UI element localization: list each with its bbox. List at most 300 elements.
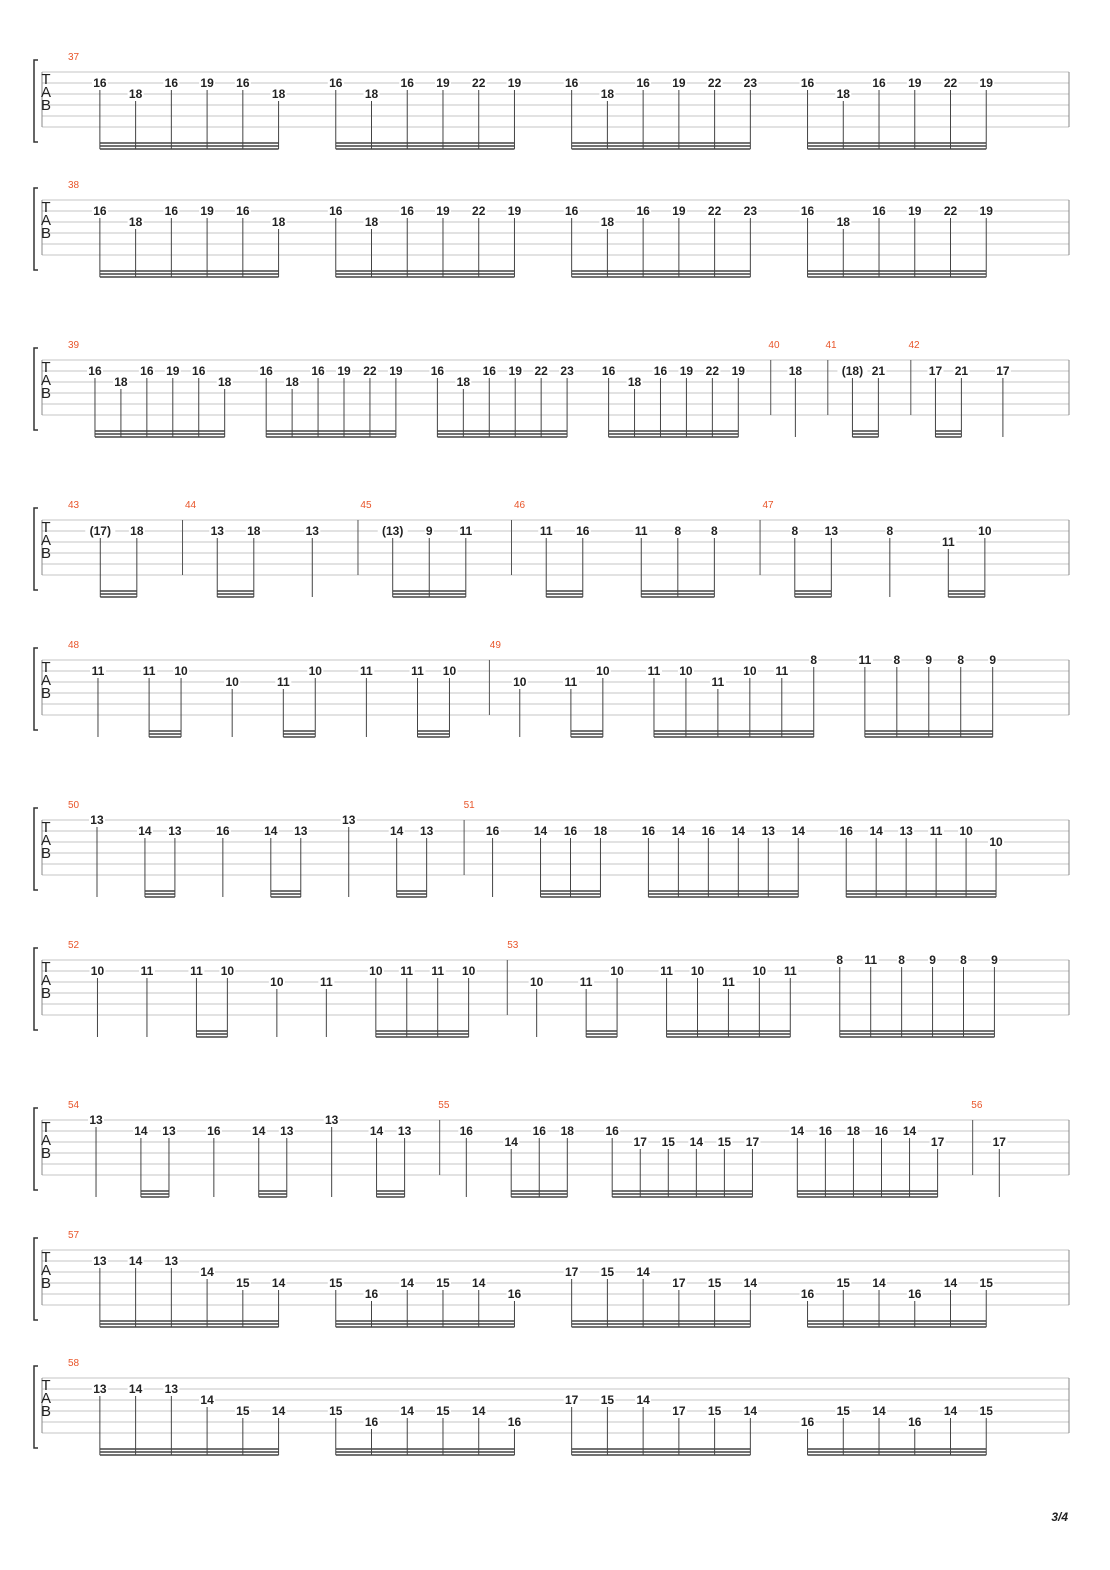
fret-number: 14 <box>128 1254 143 1268</box>
fret-number: 14 <box>472 1404 486 1418</box>
fret-number: 10 <box>369 964 383 978</box>
fret-number: 13 <box>761 824 775 838</box>
fret-number: 19 <box>979 76 993 90</box>
fret-number: 14 <box>743 1404 758 1418</box>
fret-number: 14 <box>134 1124 148 1138</box>
fret-number: 14 <box>872 1404 886 1418</box>
tab-clef-letter: B <box>40 1145 52 1162</box>
tab-system <box>34 52 1069 149</box>
tab-clef-letter: A <box>40 212 52 229</box>
fret-number: 16 <box>93 204 107 218</box>
fret-number: 16 <box>364 1415 379 1429</box>
tab-clef-letter: A <box>40 1262 52 1279</box>
measure-number: 56 <box>971 1100 983 1111</box>
fret-number: 17 <box>672 1404 686 1418</box>
tab-clef-letter: B <box>40 1403 52 1420</box>
fret-number: 13 <box>164 1254 179 1268</box>
fret-number: 8 <box>810 653 818 667</box>
fret-number: 22 <box>943 76 958 90</box>
tab-clef-letter: B <box>40 97 52 114</box>
fret-number: 19 <box>337 364 351 378</box>
fret-number: 11 <box>783 964 797 978</box>
system-bracket <box>34 508 38 590</box>
fret-number: 14 <box>472 1276 486 1290</box>
fret-number: 16 <box>430 364 445 378</box>
fret-number: 18 <box>600 215 615 229</box>
fret-number: 14 <box>689 1135 704 1149</box>
fret-number: 14 <box>943 1276 958 1290</box>
fret-number: 19 <box>166 364 180 378</box>
fret-number: 16 <box>839 824 853 838</box>
fret-number: 10 <box>743 664 757 678</box>
tab-clef-letter: T <box>41 659 51 676</box>
fret-number: 16 <box>236 76 250 90</box>
fret-number: 11 <box>411 664 424 678</box>
fret-number: 23 <box>743 76 758 90</box>
measure-number: 43 <box>68 500 80 511</box>
fret-number: 14 <box>389 824 404 838</box>
fret-number: 11 <box>579 975 593 989</box>
tab-clef-letter: B <box>40 685 52 702</box>
fret-number: 19 <box>507 76 522 90</box>
fret-number: 16 <box>564 204 579 218</box>
fret-number: 10 <box>308 664 322 678</box>
fret-number: 16 <box>605 1124 619 1138</box>
fret-number: 17 <box>992 1135 1006 1149</box>
fret-number: 18 <box>364 87 379 101</box>
fret-number: 10 <box>174 664 188 678</box>
fret-number: 19 <box>908 76 922 90</box>
measure-number: 41 <box>825 340 837 351</box>
fret-number: 14 <box>790 1124 805 1138</box>
measure-number: 38 <box>68 180 80 191</box>
fret-number: 16 <box>400 76 414 90</box>
fret-number: 15 <box>707 1404 722 1418</box>
fret-number: 16 <box>88 364 102 378</box>
fret-number: 16 <box>872 204 886 218</box>
fret-number: 8 <box>957 653 965 667</box>
fret-number: 16 <box>636 204 650 218</box>
measure-number: 53 <box>507 940 519 951</box>
fret-number: 14 <box>791 824 805 838</box>
fret-number: 10 <box>989 835 1003 849</box>
fret-number: 18 <box>593 824 608 838</box>
fret-number: 18 <box>128 87 143 101</box>
fret-number: 10 <box>461 964 476 978</box>
tab-clef-letter: T <box>41 959 51 976</box>
tab-clef-letter: T <box>41 359 51 376</box>
fret-number: 19 <box>507 204 522 218</box>
fret-number: 22 <box>943 204 958 218</box>
fret-number: 8 <box>960 953 967 967</box>
measure-number: 40 <box>768 340 780 351</box>
fret-number: 9 <box>425 524 433 538</box>
fret-number: 19 <box>436 76 450 90</box>
fret-number: 10 <box>596 664 610 678</box>
fret-number: 23 <box>560 364 574 378</box>
tab-system <box>34 640 1069 737</box>
fret-number: 16 <box>874 1124 889 1138</box>
fret-number: 18 <box>247 524 261 538</box>
fret-number: 16 <box>636 76 650 90</box>
fret-number: 11 <box>864 953 878 967</box>
fret-number: 14 <box>743 1276 758 1290</box>
tab-clef-letter: A <box>40 84 52 101</box>
fret-number: 16 <box>236 204 250 218</box>
fret-number: 10 <box>690 964 705 978</box>
fret-number: 14 <box>636 1265 650 1279</box>
fret-number: 11 <box>858 653 872 667</box>
fret-number: 16 <box>482 364 496 378</box>
fret-number: 15 <box>707 1276 722 1290</box>
fret-number: 15 <box>979 1276 993 1290</box>
measure-number: 49 <box>489 640 501 651</box>
fret-number: 14 <box>533 824 548 838</box>
fret-number: 11 <box>564 675 578 689</box>
fret-number: 16 <box>207 1124 221 1138</box>
fret-number: 18 <box>285 375 299 389</box>
fret-number: 19 <box>200 204 214 218</box>
tab-clef-letter: A <box>40 532 52 549</box>
fret-number: 10 <box>679 664 693 678</box>
fret-number: 10 <box>220 964 235 978</box>
fret-number: 18 <box>130 524 144 538</box>
fret-number: 16 <box>164 76 179 90</box>
measure-number: 51 <box>463 800 475 811</box>
fret-number: 9 <box>929 953 936 967</box>
tab-system <box>34 340 1069 437</box>
fret-number: 13 <box>305 524 319 538</box>
fret-number: 14 <box>400 1276 414 1290</box>
fret-number: (17) <box>89 524 111 538</box>
fret-number: 18 <box>627 375 642 389</box>
fret-number: 22 <box>472 76 486 90</box>
fret-number: 18 <box>788 364 803 378</box>
fret-number: 19 <box>389 364 403 378</box>
fret-number: 10 <box>442 664 457 678</box>
measure-number: 48 <box>68 640 80 651</box>
fret-number: 14 <box>271 1404 286 1418</box>
fret-number: 14 <box>872 1276 886 1290</box>
fret-number: 9 <box>925 653 933 667</box>
fret-number: 13 <box>168 824 182 838</box>
fret-number: 19 <box>200 76 214 90</box>
tab-system <box>34 180 1069 277</box>
tab-system <box>34 1100 1069 1197</box>
tab-clef-letter: B <box>40 985 52 1002</box>
fret-number: 16 <box>329 76 343 90</box>
fret-number: 13 <box>280 1124 294 1138</box>
measure-number: 55 <box>438 1100 450 1111</box>
fret-number: 18 <box>836 87 850 101</box>
system-bracket <box>34 1366 38 1448</box>
fret-number: 14 <box>943 1404 958 1418</box>
measure-number: 57 <box>68 1230 80 1241</box>
fret-number: 14 <box>504 1135 518 1149</box>
fret-number: 8 <box>674 524 682 538</box>
fret-number: 11 <box>647 664 661 678</box>
tab-clef-letter: T <box>41 199 51 216</box>
fret-number: 16 <box>601 364 616 378</box>
measure-number: 42 <box>908 340 920 351</box>
fret-number: 13 <box>93 1254 107 1268</box>
fret-number: 10 <box>959 824 973 838</box>
fret-number: 16 <box>459 1124 473 1138</box>
tab-system <box>34 1230 1069 1327</box>
fret-number: 14 <box>636 1393 650 1407</box>
tab-system <box>34 1358 1069 1455</box>
fret-number: 19 <box>508 364 522 378</box>
fret-number: 8 <box>898 953 905 967</box>
fret-number: 16 <box>93 76 107 90</box>
fret-number: 21 <box>871 364 886 378</box>
tab-clef-letter: B <box>40 225 52 242</box>
fret-number: 14 <box>869 824 883 838</box>
fret-number: 15 <box>436 1276 450 1290</box>
fret-number: 11 <box>929 824 943 838</box>
fret-number: 8 <box>893 653 901 667</box>
fret-number: 11 <box>722 975 735 989</box>
fret-number: 14 <box>128 1382 143 1396</box>
fret-number: 18 <box>846 1124 861 1138</box>
fret-number: 11 <box>360 664 373 678</box>
fret-number: 14 <box>671 824 686 838</box>
measure-number: 50 <box>68 800 80 811</box>
fret-number: 15 <box>836 1276 850 1290</box>
fret-number: 16 <box>563 824 578 838</box>
system-bracket <box>34 60 38 142</box>
fret-number: 11 <box>91 664 105 678</box>
fret-number: 22 <box>705 364 720 378</box>
fret-number: 18 <box>456 375 471 389</box>
fret-number: 15 <box>236 1404 250 1418</box>
fret-number: 19 <box>731 364 745 378</box>
fret-number: 14 <box>252 1124 266 1138</box>
fret-number: 18 <box>114 375 128 389</box>
fret-number: 13 <box>93 1382 107 1396</box>
tab-system <box>34 940 1069 1037</box>
fret-number: 14 <box>369 1124 384 1138</box>
tab-system <box>34 800 1069 897</box>
fret-number: 15 <box>836 1404 850 1418</box>
measure-number: 46 <box>513 500 526 511</box>
fret-number: 16 <box>576 524 590 538</box>
tab-clef-letter: T <box>41 1249 51 1266</box>
fret-number: 18 <box>128 215 143 229</box>
fret-number: 11 <box>276 675 290 689</box>
fret-number: 22 <box>472 204 486 218</box>
fret-number: 16 <box>164 204 179 218</box>
system-bracket <box>34 808 38 890</box>
fret-number: 16 <box>364 1287 379 1301</box>
fret-number: 22 <box>534 364 548 378</box>
fret-number: 15 <box>600 1393 615 1407</box>
fret-number: 14 <box>200 1265 214 1279</box>
fret-number: 11 <box>539 524 553 538</box>
fret-number: 11 <box>190 964 203 978</box>
fret-number: 11 <box>431 964 445 978</box>
fret-number: 17 <box>996 364 1010 378</box>
system-bracket <box>34 188 38 270</box>
fret-number: 13 <box>397 1124 412 1138</box>
measure-number: 52 <box>68 940 80 951</box>
fret-number: 16 <box>400 204 414 218</box>
fret-number: 16 <box>653 364 668 378</box>
tab-clef-letter: B <box>40 845 52 862</box>
fret-number: 16 <box>641 824 656 838</box>
fret-number: 17 <box>928 364 943 378</box>
system-bracket <box>34 348 38 430</box>
fret-number: 11 <box>634 524 648 538</box>
fret-number: 18 <box>364 215 379 229</box>
fret-number: 16 <box>908 1287 922 1301</box>
fret-number: 22 <box>363 364 377 378</box>
fret-number: 16 <box>908 1415 922 1429</box>
measure-number: 37 <box>68 52 80 63</box>
fret-number: 14 <box>400 1404 414 1418</box>
fret-number: 16 <box>140 364 154 378</box>
measure-number: 58 <box>68 1358 80 1369</box>
fret-number: 11 <box>319 975 333 989</box>
fret-number: 22 <box>707 76 722 90</box>
page-number: 3/4 <box>1051 1510 1068 1524</box>
fret-number: 11 <box>660 964 673 978</box>
fret-number: 17 <box>930 1135 945 1149</box>
fret-number: 8 <box>836 953 844 967</box>
tab-clef-letter: A <box>40 832 52 849</box>
fret-number: 13 <box>210 524 224 538</box>
measure-number: 45 <box>360 500 372 511</box>
system-bracket <box>34 1238 38 1320</box>
fret-number: 11 <box>775 664 789 678</box>
fret-number: 10 <box>90 964 105 978</box>
fret-number: 16 <box>507 1287 522 1301</box>
fret-number: 8 <box>791 524 799 538</box>
fret-number: 10 <box>610 964 624 978</box>
fret-number: 14 <box>902 1124 917 1138</box>
tab-clef-letter: A <box>40 1390 52 1407</box>
fret-number: 14 <box>264 824 278 838</box>
fret-number: 14 <box>138 824 152 838</box>
fret-number: 10 <box>529 975 544 989</box>
fret-number: 16 <box>311 364 325 378</box>
fret-number: 16 <box>800 76 815 90</box>
fret-number: 23 <box>743 204 758 218</box>
fret-number: 13 <box>324 1113 339 1127</box>
tab-clef-letter: B <box>40 1275 52 1292</box>
fret-number: 22 <box>707 204 722 218</box>
fret-number: 9 <box>989 653 997 667</box>
fret-number: 15 <box>436 1404 450 1418</box>
fret-number: 18 <box>600 87 615 101</box>
fret-number: 13 <box>342 813 356 827</box>
fret-number: 11 <box>941 535 955 549</box>
fret-number: 17 <box>672 1276 686 1290</box>
fret-number: 21 <box>954 364 969 378</box>
fret-number: 8 <box>711 524 718 538</box>
fret-number: 8 <box>886 524 894 538</box>
measure-number: 47 <box>762 500 774 511</box>
tab-clef-letter: A <box>40 372 52 389</box>
fret-number: 13 <box>419 824 434 838</box>
fret-number: 14 <box>200 1393 214 1407</box>
fret-number: 18 <box>560 1124 574 1138</box>
tab-clef-letter: A <box>40 972 52 989</box>
fret-number: 13 <box>162 1124 176 1138</box>
fret-number: 10 <box>978 524 992 538</box>
fret-number: 16 <box>872 76 886 90</box>
fret-number: 11 <box>400 964 414 978</box>
fret-number: 19 <box>979 204 993 218</box>
fret-number: 16 <box>485 824 500 838</box>
fret-number: 19 <box>436 204 450 218</box>
tab-clef-letter: B <box>40 385 52 402</box>
tab-clef-letter: A <box>40 1132 52 1149</box>
fret-number: 16 <box>701 824 716 838</box>
fret-number: 16 <box>800 1415 815 1429</box>
fret-number: 14 <box>731 824 745 838</box>
fret-number: 15 <box>979 1404 993 1418</box>
fret-number: 16 <box>818 1124 833 1138</box>
fret-number: 10 <box>513 675 527 689</box>
fret-number: 16 <box>800 204 815 218</box>
fret-number: 17 <box>633 1135 647 1149</box>
tab-clef-letter: T <box>41 819 51 836</box>
fret-number: 17 <box>564 1265 579 1279</box>
fret-number: 17 <box>564 1393 579 1407</box>
system-bracket <box>34 648 38 730</box>
fret-number: (13) <box>382 524 404 538</box>
fret-number: 11 <box>711 675 725 689</box>
fret-number: 16 <box>507 1415 522 1429</box>
tab-clef-letter: T <box>41 1119 51 1136</box>
fret-number: 15 <box>600 1265 615 1279</box>
fret-number: 16 <box>192 364 206 378</box>
tab-clef-letter: A <box>40 672 52 689</box>
fret-number: 15 <box>717 1135 732 1149</box>
fret-number: 18 <box>217 375 232 389</box>
fret-number: 17 <box>745 1135 760 1149</box>
fret-number: 13 <box>899 824 913 838</box>
fret-number: 15 <box>661 1135 675 1149</box>
tab-clef-letter: T <box>41 1377 51 1394</box>
fret-number: 13 <box>824 524 839 538</box>
fret-number: 16 <box>532 1124 546 1138</box>
fret-number: 10 <box>225 675 239 689</box>
fret-number: 13 <box>294 824 308 838</box>
system-bracket <box>34 948 38 1030</box>
fret-number: 16 <box>564 76 579 90</box>
fret-number: 13 <box>90 813 104 827</box>
fret-number: 16 <box>800 1287 815 1301</box>
fret-number: 19 <box>672 204 686 218</box>
fret-number: 13 <box>89 1113 103 1127</box>
measure-number: 54 <box>68 1100 80 1111</box>
measure-number: 39 <box>68 340 80 351</box>
fret-number: 14 <box>271 1276 286 1290</box>
fret-number: 19 <box>908 204 922 218</box>
fret-number: 18 <box>271 87 286 101</box>
tab-clef-letter: T <box>41 71 51 88</box>
fret-number: 18 <box>836 215 850 229</box>
fret-number: 19 <box>672 76 686 90</box>
fret-number: 15 <box>329 1404 343 1418</box>
fret-number: 15 <box>236 1276 250 1290</box>
tab-system <box>34 500 1069 597</box>
fret-number: 13 <box>164 1382 179 1396</box>
fret-number: 16 <box>259 364 273 378</box>
fret-number: 9 <box>991 953 998 967</box>
